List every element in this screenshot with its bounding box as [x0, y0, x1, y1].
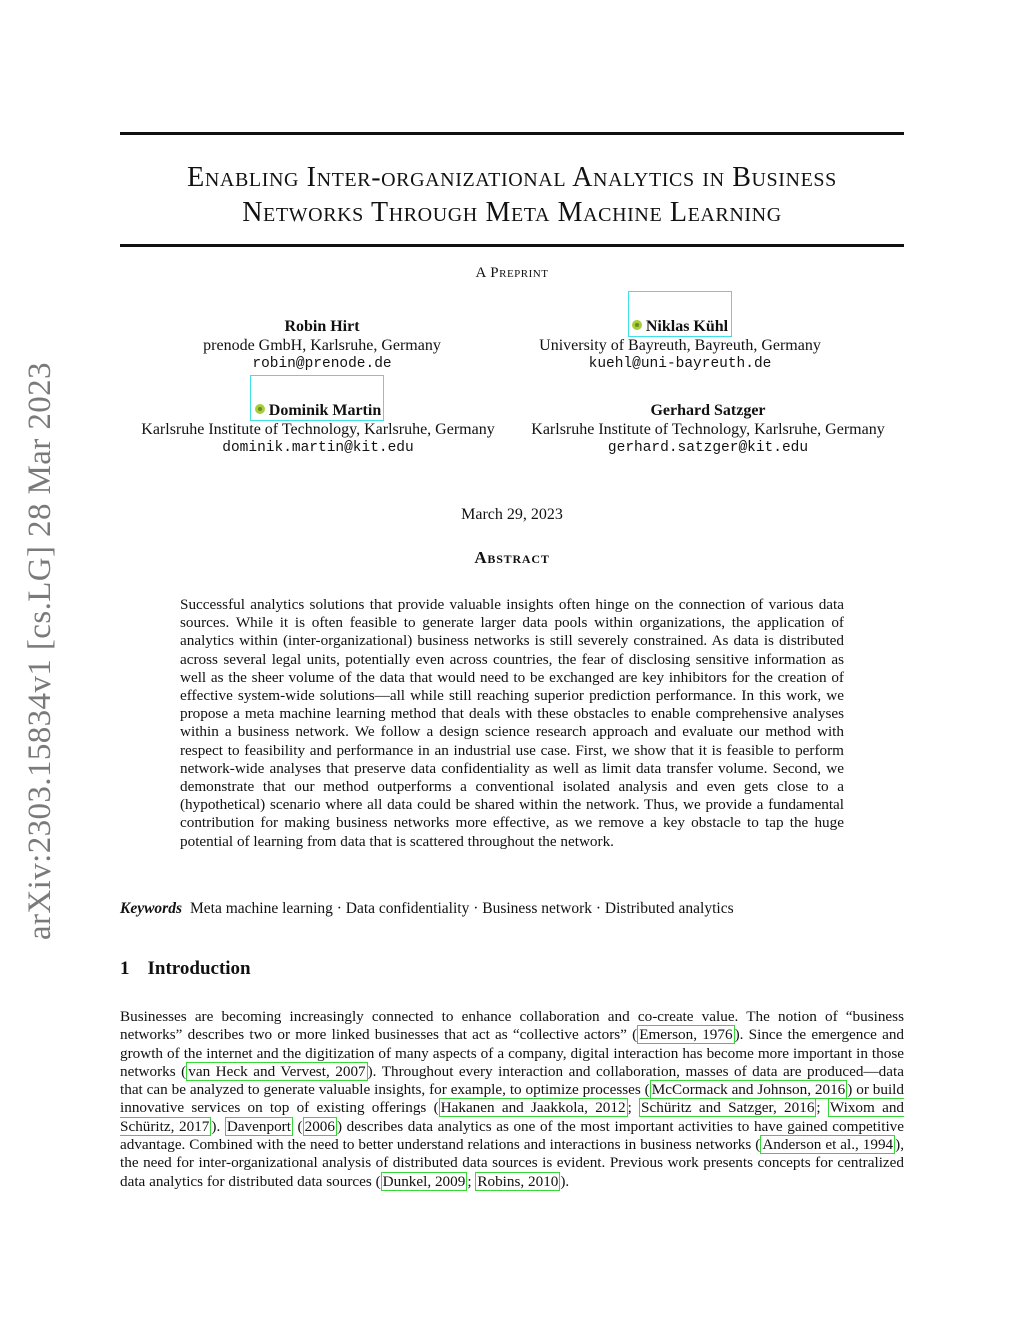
author-affiliation: University of Bayreuth, Bayreuth, Germany: [539, 336, 821, 354]
citation-year: 2006: [304, 1117, 335, 1135]
author-affiliation: Karlsruhe Institute of Technology, Karlsruhe, Germany: [531, 420, 885, 438]
text-run: ) describes data analytics as one of the most important activities to have gained competitive advantage. Combined with the need to better understand relations and interactions in business networks (: [120, 1117, 904, 1154]
citation-link[interactable]: [639, 1098, 816, 1117]
text-run: Businesses are becoming increasingly connected to enhance collaboration and co-create value. The notion of “business networks” describes two or more linked businesses that act as “collective actors” (: [120, 1008, 904, 1044]
text-run: ).: [211, 1117, 225, 1135]
text-run: ,: [427, 1172, 435, 1190]
citation-link[interactable]: [381, 1172, 468, 1191]
author-block-martin: [128, 402, 508, 458]
citation-author: Hakanen and Jaakkola: [440, 1099, 585, 1117]
citation-author: Schüritz and Satzger: [641, 1099, 773, 1117]
text-run: (: [292, 1117, 303, 1135]
citation-link[interactable]: [186, 1062, 367, 1081]
citation-year: 1976: [702, 1026, 733, 1044]
preprint-label: A Preprint: [475, 265, 549, 281]
text-run: ) or build innovative services on top of existing offerings (: [120, 1081, 904, 1117]
paper-title: [120, 160, 904, 230]
author-block-hirt: [140, 318, 504, 374]
citation-year: 2010: [528, 1172, 559, 1190]
citation-year: 2017: [179, 1117, 210, 1135]
citation-year: 2012: [595, 1099, 626, 1117]
author-name: Gerhard Satzger: [650, 402, 766, 419]
orcid-icon[interactable]: [255, 404, 265, 414]
title-line-1: Enabling Inter-organizational Analytics in Business: [187, 162, 837, 193]
abstract-heading: Abstract: [474, 548, 550, 567]
arxiv-side-stamp: arXiv:2303.15834v1 [cs.LG] 28 Mar 2023: [22, 362, 58, 940]
keywords-line: [120, 900, 904, 918]
text-run: ,: [693, 1026, 703, 1044]
keywords-text: Meta machine learning · Data confidentiality · Business network · Distributed analytics: [190, 900, 734, 917]
citation-author: Anderson et al.: [762, 1136, 856, 1154]
citation-year: 2009: [434, 1172, 466, 1190]
text-run: ,: [773, 1099, 785, 1117]
text-run: ,: [855, 1136, 863, 1154]
title-top-rule: [120, 132, 904, 135]
citation-link[interactable]: [650, 1080, 848, 1099]
text-run: ). Since the emergence and growth of the internet and the digitization of many aspects of a company, digital interaction has become more important in those networks (: [120, 1026, 905, 1080]
author-affiliation: prenode GmbH, Karlsruhe, Germany: [203, 336, 441, 354]
text-run: ,: [584, 1099, 596, 1117]
citation-link[interactable]: [760, 1135, 895, 1154]
text-run: ;: [627, 1099, 640, 1117]
citation-link[interactable]: [637, 1025, 734, 1044]
author-email[interactable]: kuehl@uni-bayreuth.de: [588, 356, 772, 372]
author-name: Robin Hirt: [284, 318, 360, 335]
text-run: ).: [560, 1172, 570, 1190]
citation-author: Emerson: [639, 1026, 694, 1044]
author-block-kuehl: [510, 318, 850, 374]
text-run: ). Throughout every interaction and collaboration, masses of data are produced—data that can be analyzed to generate valuable insights, for example, to optimize processes (: [120, 1062, 904, 1099]
citation-link[interactable]: [225, 1117, 293, 1136]
section-heading-introduction: [120, 958, 251, 980]
author-name: Dominik Martin: [268, 402, 382, 419]
author-affiliation: Karlsruhe Institute of Technology, Karlsruhe, Germany: [141, 420, 495, 438]
title-line-2: Networks Through Meta Machine Learning: [242, 197, 782, 228]
citation-author: Wixom and Schüritz: [120, 1099, 905, 1135]
text-run: ), the need for inter-organizational analysis of distributed data sources is evident. Previous work presents concepts for centralized data analytics for distributed data sources (: [120, 1136, 904, 1190]
citation-link[interactable]: [475, 1172, 560, 1191]
section-number: 1: [120, 958, 130, 979]
text-run: ;: [467, 1172, 476, 1190]
citation-author: Robins: [477, 1172, 521, 1190]
text-run: ;: [816, 1099, 828, 1117]
introduction-paragraph: [120, 1008, 904, 1191]
citation-year: 1994: [862, 1136, 894, 1154]
text-run: ,: [170, 1117, 180, 1135]
citation-author: McCormack and Johnson: [651, 1081, 808, 1099]
citation-author: van Heck and Vervest: [188, 1062, 326, 1080]
citation-year: 2016: [784, 1099, 815, 1117]
text-run: ,: [807, 1081, 815, 1099]
citation-link[interactable]: [303, 1117, 337, 1136]
title-bottom-rule: [120, 244, 904, 247]
section-title: Introduction: [147, 958, 251, 979]
author-name-row: [510, 318, 850, 337]
author-block-satzger: [518, 402, 898, 458]
author-email[interactable]: dominik.martin@kit.edu: [222, 440, 414, 456]
citation-link[interactable]: [439, 1098, 628, 1117]
publication-date: March 29, 2023: [461, 506, 563, 523]
text-run: ,: [520, 1172, 528, 1190]
citation-author: Dunkel: [382, 1172, 428, 1190]
keywords-label: Keywords: [120, 900, 182, 917]
author-email[interactable]: gerhard.satzger@kit.edu: [607, 440, 809, 456]
citation-year: 2007: [335, 1062, 366, 1080]
abstract-text: Successful analytics solutions that provide valuable insights often hinge on the connection of various data sources. While it is often feasible to generate larger data pools within organizations, the application of analytics within (inter-organizational) business networks is still severely constrained. As data is distributed across several legal units, potentially even across countries, the fear of disclosing sensitive information as well as the sheer volume of the data that would need to be exchanged are key inhibitors for the creation of effective system-wide solutions—all while still reaching superior prediction performance. In this work, we propose a meta machine learning method that deals with these obstacles to enable comprehensive analyses within a business network. We follow a design science research approach and evaluate our method with respect to feasibility and performance in an industrial use case. First, we show that it is feasible to perform network-wide analyses that preserve data confidentiality as well as limit data transfer volume. Second, we demonstrate that our method outperforms a conventional isolated analysis and even gets close to a (hypothetical) scenario where all data could be shared within the network. Thus, we provide a fundamental contribution for making business networks more effective, as we remove a key obstacle to tap the huge potential of learning from data that is scattered throughout the network.: [180, 596, 844, 850]
author-name: Niklas Kühl: [645, 318, 729, 335]
text-run: ,: [325, 1062, 336, 1080]
author-name-row: [128, 402, 508, 421]
author-email[interactable]: robin@prenode.de: [252, 356, 392, 372]
citation-year: 2016: [814, 1081, 846, 1099]
citation-author: Davenport: [226, 1117, 291, 1135]
orcid-icon[interactable]: [632, 320, 642, 330]
